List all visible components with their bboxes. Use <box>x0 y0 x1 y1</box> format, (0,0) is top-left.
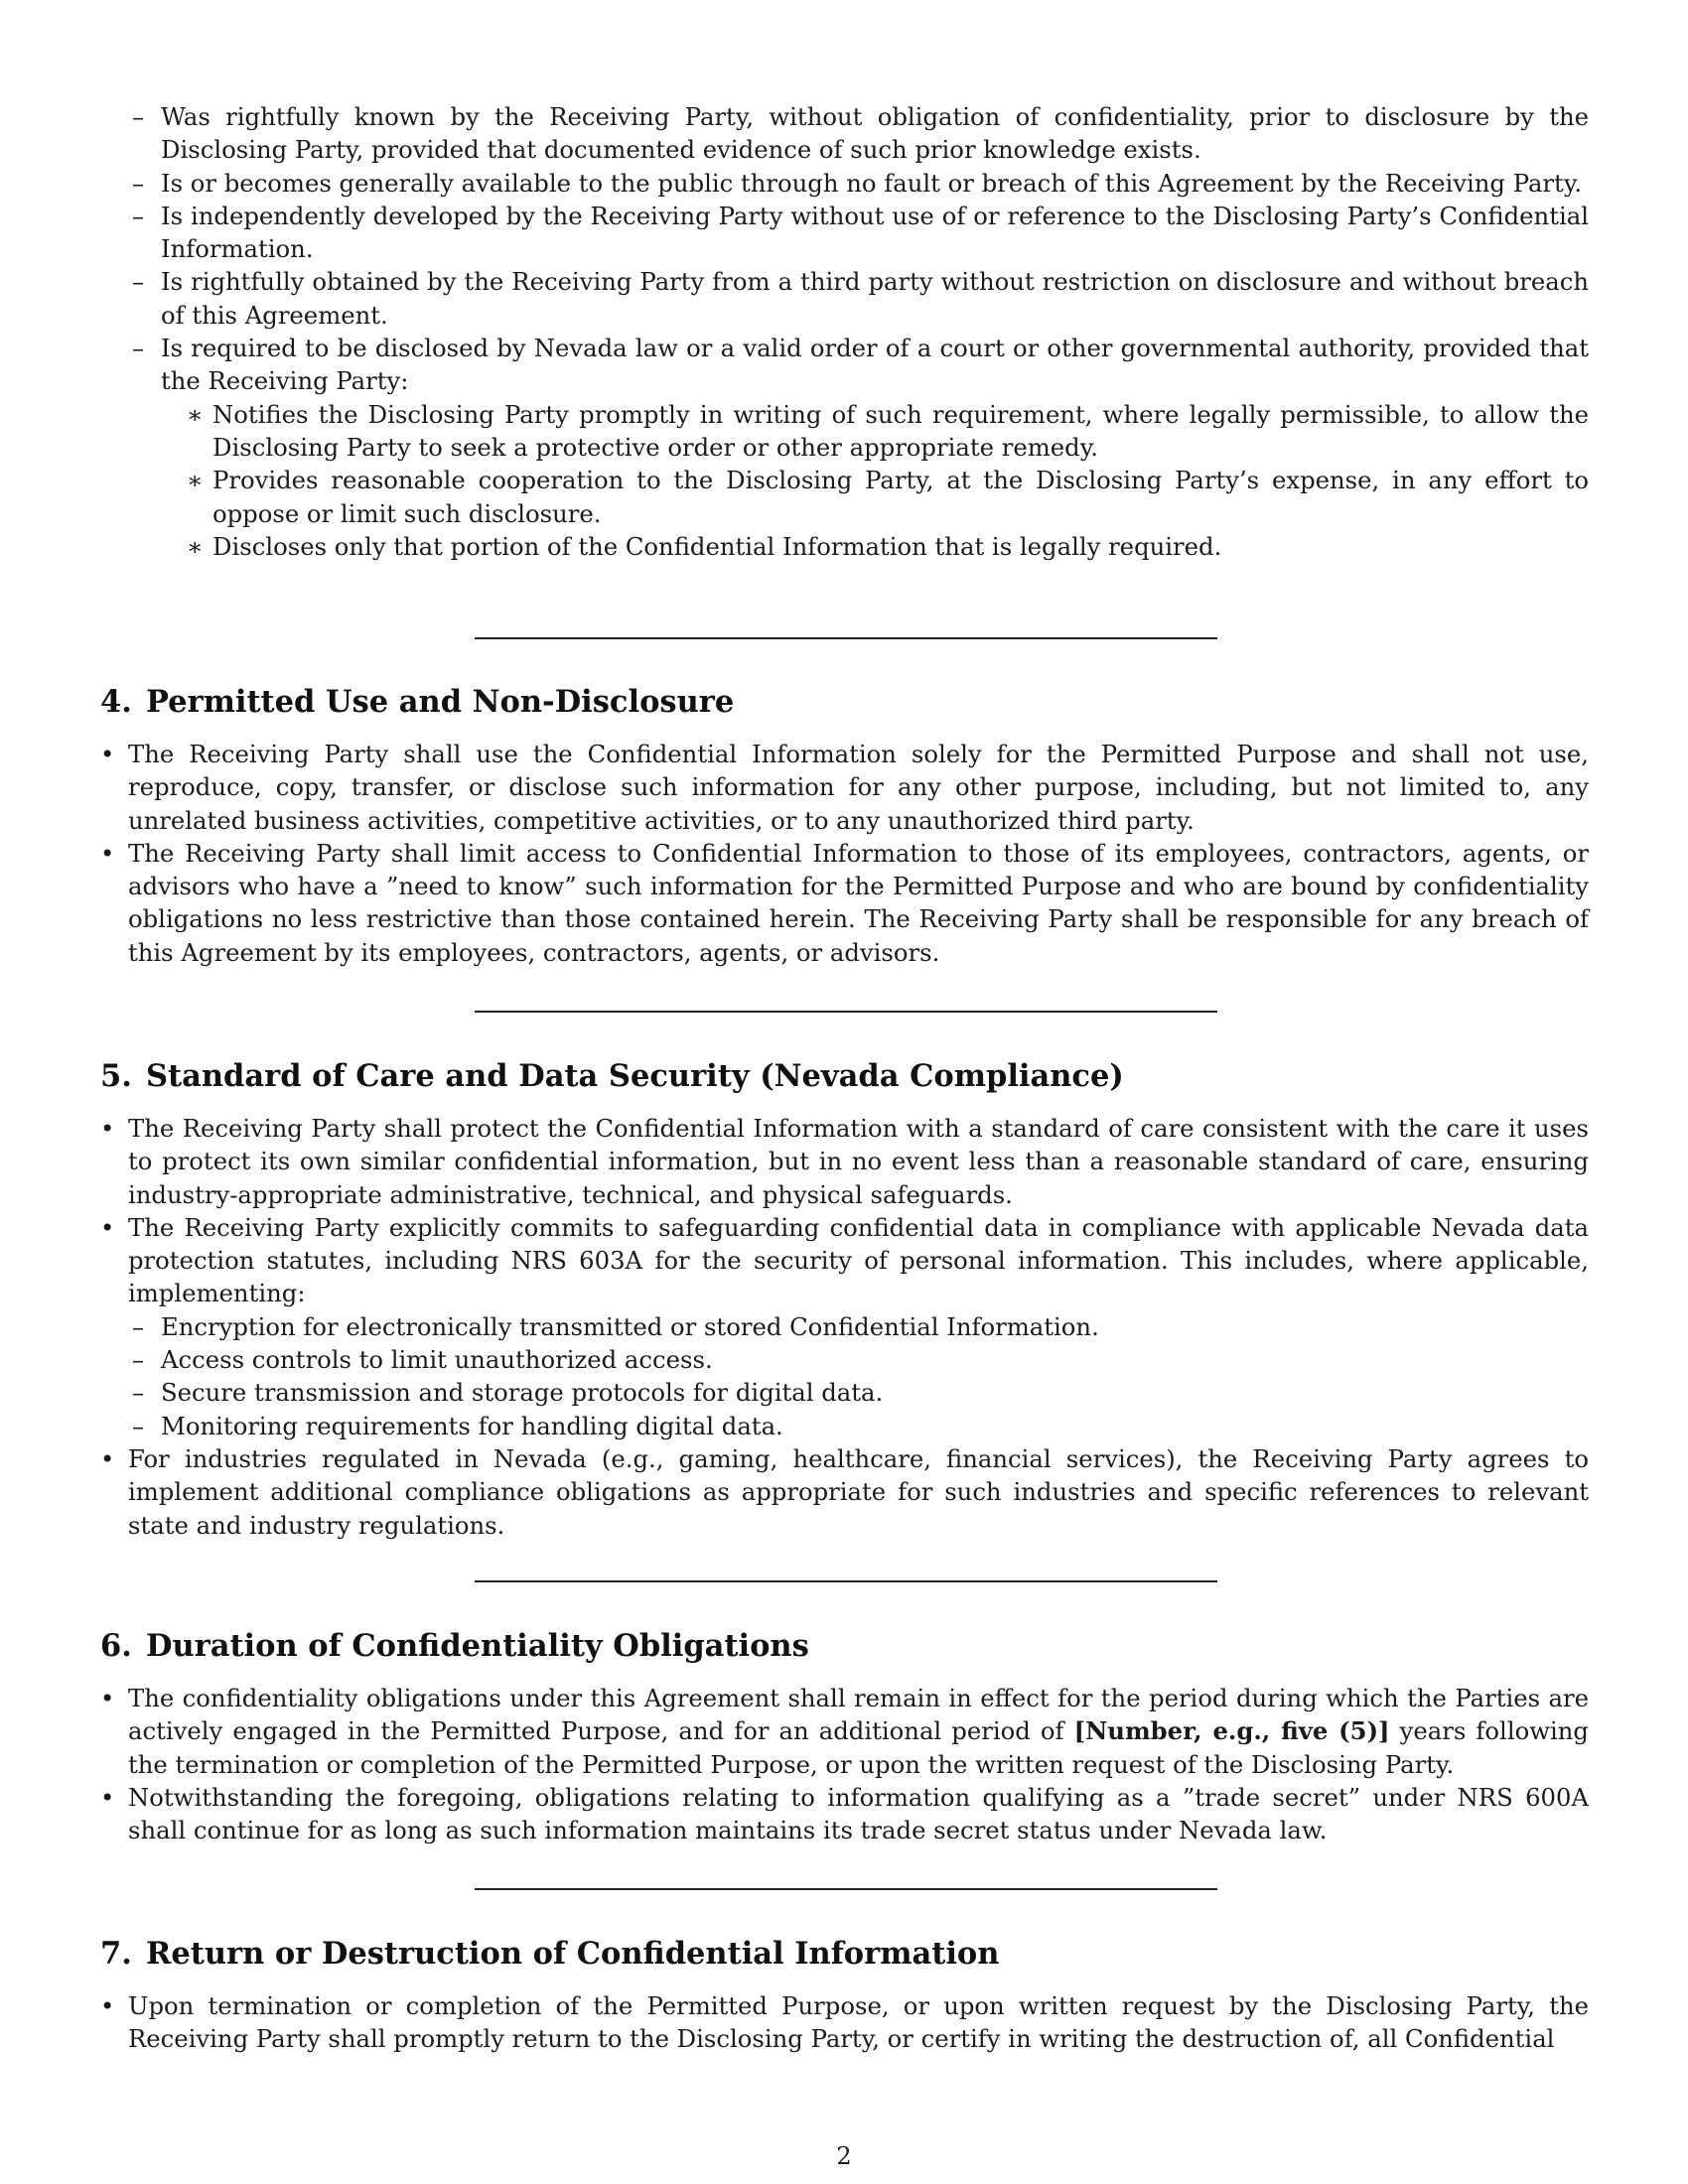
placeholder-duration: [Number, e.g., five (5)] <box>1073 1716 1390 1746</box>
list-item: – Is required to be disclosed by Nevada law or a valid order of a court or other governmental authority, provided that the Receiving Party: ∗ Notifies the Disclosing Party promptly in writing of such requirement, where legally permissible, to allow the Disclosing Party to seek a protective order or other appropriate remedy. ∗ Provides reasonable cooperation to the Disclosing Party, at the Disclosing Party’s expense, in any effort to oppose or limit such disclosure. ∗ Discloses only that portion of the Confidential Information that is legally required. <box>100 332 1589 563</box>
list-item: – Is rightfully obtained by the Receiving Party from a third party without restriction on disclosure and without breach of this Agreement. <box>100 265 1589 332</box>
section-5-list <box>61 1112 1589 1542</box>
list-item: – Is or becomes generally available to the public through no fault or breach of this Agreement by the Receiving Party. <box>100 167 1589 200</box>
list-item: – Monitoring requirements for handling digital data. <box>100 1410 1589 1442</box>
list-item: ∗ Discloses only that portion of the Confidential Information that is legally required. <box>161 530 1589 563</box>
section-4-heading: 4. Permitted Use and Non-Disclosure <box>100 684 735 720</box>
list-item: ∗ Provides reasonable cooperation to the Disclosing Party, at the Disclosing Party’s expense, in any effort to oppose or limit such disclosure. <box>161 464 1589 530</box>
section-divider <box>475 1580 1217 1582</box>
list-item: • Upon termination or completion of the Permitted Purpose, or upon written request by the Disclosing Party, the Receiving Party shall promptly return to the Disclosing Party, or certify in writing the destruction of, all Confidential <box>61 1989 1589 2056</box>
section-7-body <box>100 1989 1589 2056</box>
section-6-heading: 6. Duration of Confidentiality Obligations <box>100 1628 809 1664</box>
list-item: – Secure transmission and storage protocols for digital data. <box>100 1376 1589 1409</box>
list-item: • The Receiving Party explicitly commits to safeguarding confidential data in compliance with applicable Nevada data protection statutes, including NRS 603A for the security of personal information. This includes, where applicable, implementing: – Encryption for electronically transmitted or stored Confidential Information. – Access controls to limit unauthorized access. – Secure transmission and storage protocols for digital data. – Monitoring requirements for handling digital data. <box>61 1211 1589 1442</box>
list-item: – Access controls to limit unauthorized access. <box>100 1343 1589 1376</box>
security-measures-list <box>61 1310 1589 1442</box>
list-item: – Is independently developed by the Receiving Party without use of or reference to the Disclosing Party’s Confidential Information. <box>100 200 1589 266</box>
list-item: – Was rightfully known by the Receiving Party, without obligation of confidentiality, prior to disclosure by the Disclosing Party, provided that documented evidence of such prior knowledge exists. <box>100 100 1589 167</box>
section-6-list <box>61 1682 1589 1846</box>
list-item: ∗ Notifies the Disclosing Party promptly in writing of such requirement, where legally permissible, to allow the Disclosing Party to seek a protective order or other appropriate remedy. <box>161 398 1589 465</box>
page-number: 2 <box>836 2142 852 2170</box>
exceptions-list <box>100 100 1589 563</box>
section-5-body <box>100 1112 1589 1542</box>
section-5-heading: 5. Standard of Care and Data Security (Nevada Compliance) <box>100 1058 1124 1094</box>
list-item: • For industries regulated in Nevada (e.g., gaming, healthcare, financial services), the Receiving Party agrees to implement additional compliance obligations as appropriate for such industries and specific references to relevant state and industry regulations. <box>61 1442 1589 1542</box>
section-divider <box>475 1888 1217 1890</box>
disclosure-conditions-list <box>161 398 1589 563</box>
section-divider <box>475 637 1217 639</box>
section-4-body <box>100 738 1589 969</box>
list-item: • The Receiving Party shall limit access to Confidential Information to those of its employees, contractors, agents, or advisors who have a ”need to know” such information for the Permitted Purpose and who are bound by confidentiality obligations no less restrictive than those contained herein. The Receiving Party shall be responsible for any breach of this Agreement by its employees, contractors, agents, or advisors. <box>61 837 1589 969</box>
list-item: – Encryption for electronically transmitted or stored Confidential Information. <box>100 1310 1589 1343</box>
list-item: • The Receiving Party shall protect the Confidential Information with a standard of care consistent with the care it uses to protect its own similar confidential information, but in no event less than a reasonable standard of care, ensuring industry-appropriate administrative, technical, and physical safeguards. <box>61 1112 1589 1211</box>
section-4-list <box>61 738 1589 969</box>
section-divider <box>475 1011 1217 1013</box>
section-7-list <box>61 1989 1589 2056</box>
list-item: • The confidentiality obligations under this Agreement shall remain in effect for the period during which the Parties are actively engaged in the Permitted Purpose, and for an additional period of [Number, e.g., five (5)] years following the termination or completion of the Permitted Purpose, or upon the written request of the Disclosing Party. <box>61 1682 1589 1781</box>
intro-list-block <box>100 100 1589 563</box>
section-6-body <box>100 1682 1589 1846</box>
list-item: • Notwithstanding the foregoing, obligations relating to information qualifying as a ”trade secret” under NRS 600A shall continue for as long as such information maintains its trade secret status under Nevada law. <box>61 1781 1589 1847</box>
list-item: • The Receiving Party shall use the Confidential Information solely for the Permitted Purpose and shall not use, reproduce, copy, transfer, or disclose such information for any other purpose, including, but not limited to, any unrelated business activities, competitive activities, or to any unauthorized third party. <box>61 738 1589 837</box>
section-7-heading: 7. Return or Destruction of Confidential Information <box>100 1936 1000 1972</box>
